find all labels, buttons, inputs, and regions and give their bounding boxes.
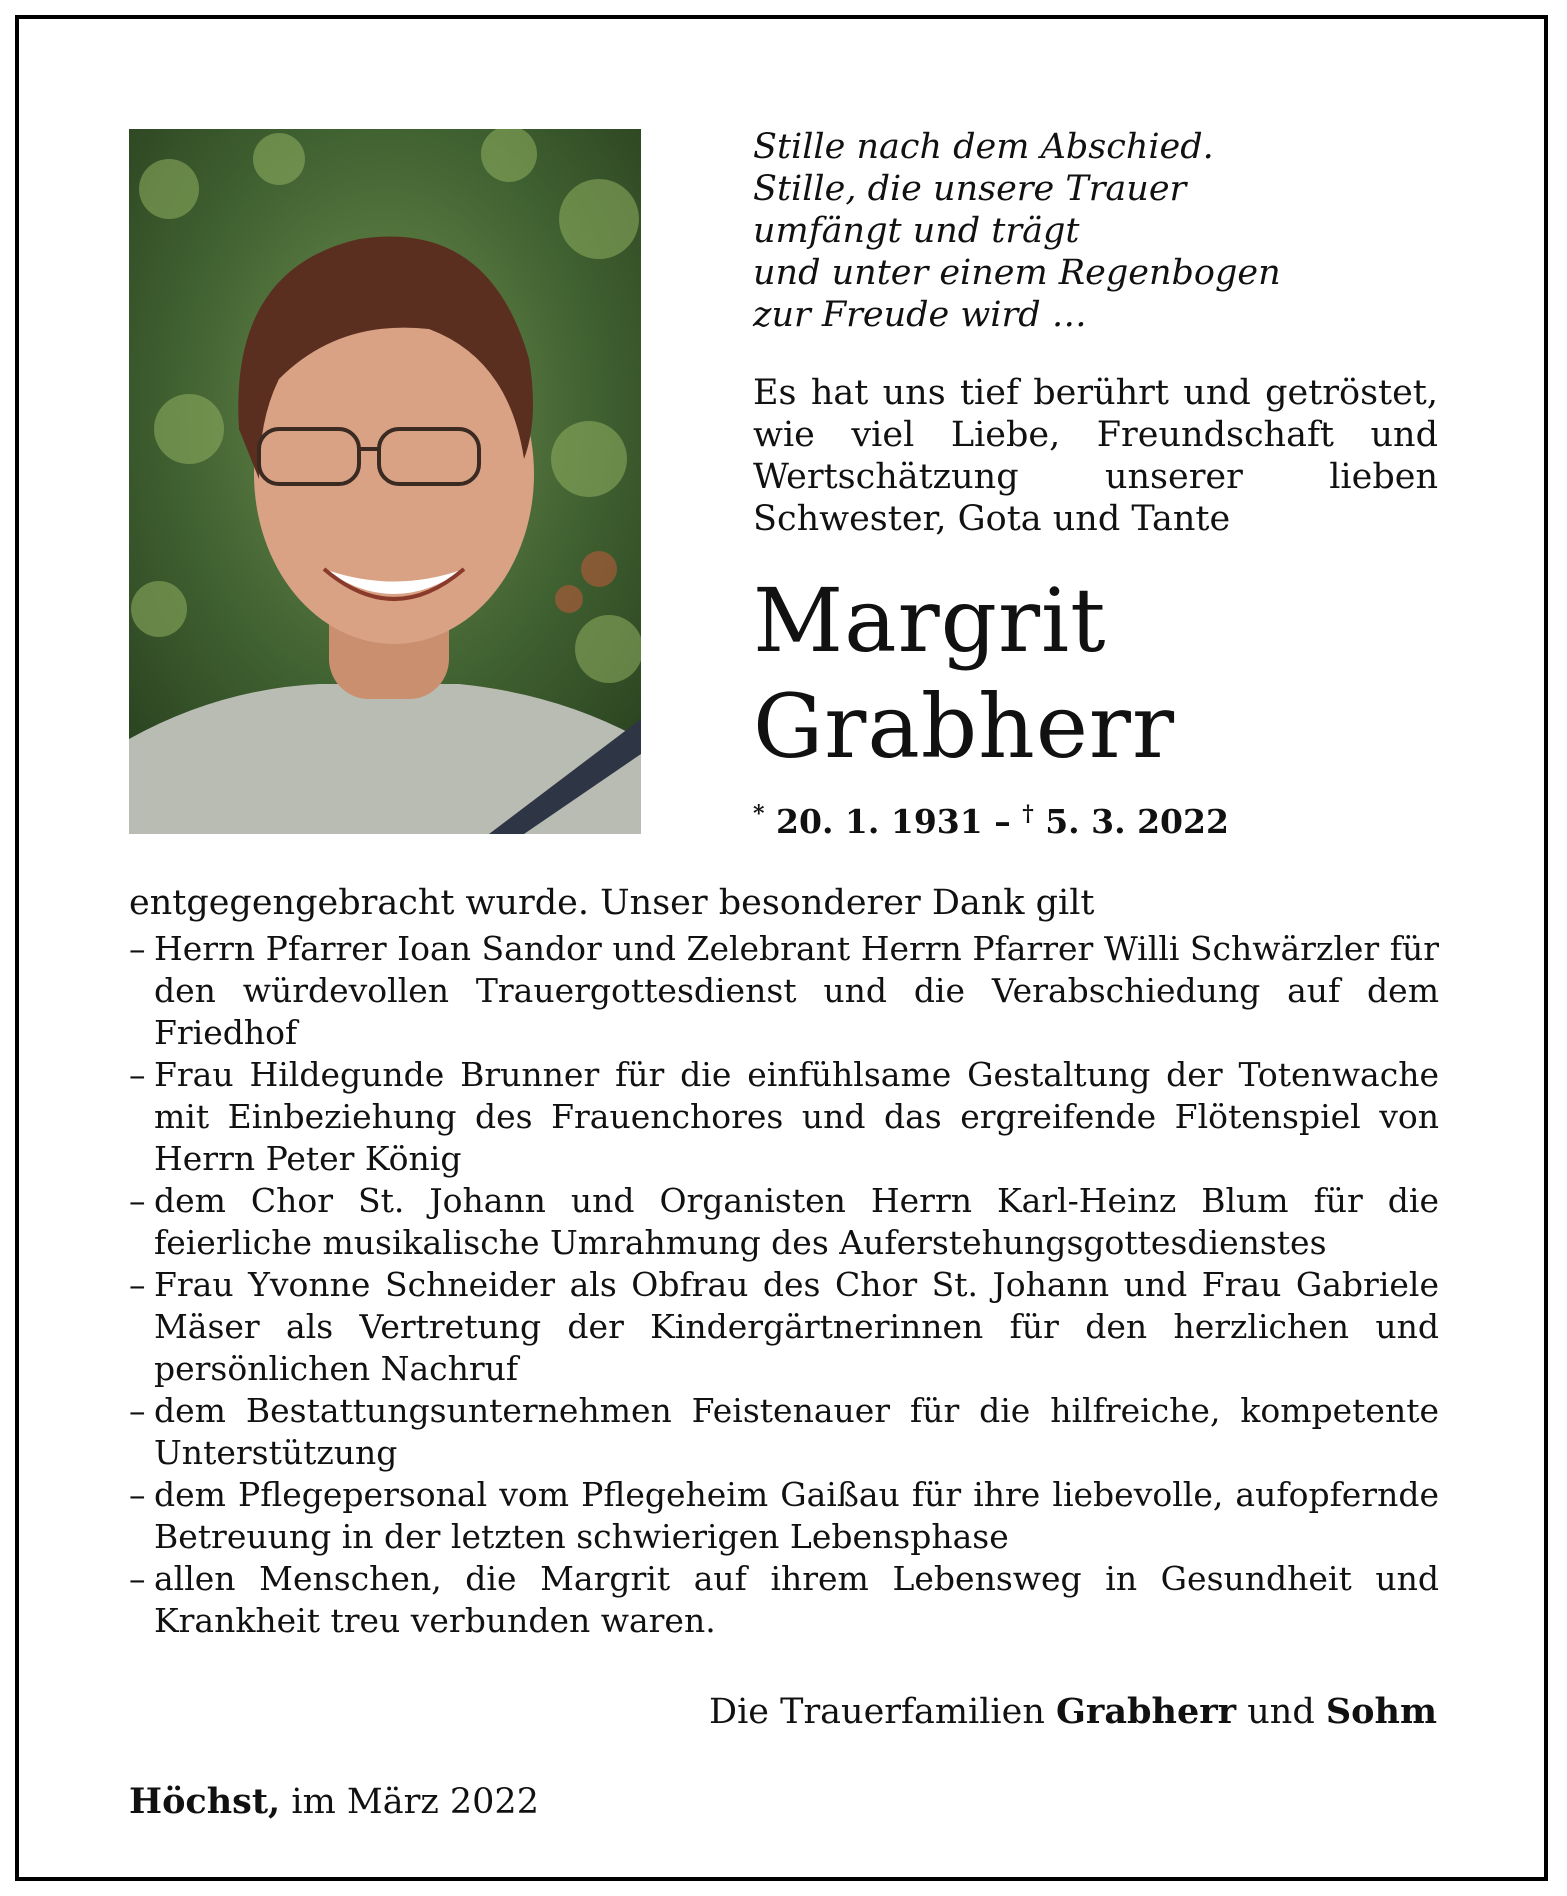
first-name: Margrit [753, 569, 1107, 672]
signature-joiner: und [1247, 1692, 1315, 1732]
thanks-text: Frau Hildegunde Brunner für die einfühlsame Gestaltung der Totenwache mit Einbeziehung des Frauenchores und das ergreifende Flötenspiel von Herrn Peter König [154, 1055, 1439, 1178]
date-separator: – [982, 802, 1023, 841]
poem-line: Stille nach dem Abschied. [753, 127, 1214, 167]
dash-bullet: – [129, 1265, 146, 1304]
thanks-text: dem Pflegepersonal vom Pflegeheim Gaißau für ihre liebevolle, aufopfernde Betreuung in der letzten schwierigen Lebensphase [154, 1475, 1439, 1556]
dash-bullet: – [129, 1181, 146, 1220]
last-name: Grabherr [753, 675, 1176, 778]
dash-bullet: – [129, 1055, 146, 1094]
poem-line: und unter einem Regenbogen [753, 253, 1281, 293]
thanks-item [129, 928, 1439, 1054]
place-date [129, 1780, 829, 1824]
intro-text: Es hat uns tief berührt und getröstet, wie viel Liebe, Freundschaft und Wertschätzung unserer lieben Schwester, Gota und Tante [753, 373, 1438, 539]
thanks-item [129, 1558, 1439, 1642]
thanks-item [129, 1474, 1439, 1558]
death-symbol: † [1022, 801, 1034, 827]
thanks-item [129, 1180, 1439, 1264]
thanks-item [129, 1390, 1439, 1474]
dash-bullet: – [129, 929, 146, 968]
thanks-text: Frau Yvonne Schneider als Obfrau des Chor St. Johann und Frau Gabriele Mäser als Vertretung der Kindergärtnerinnen für den herzlichen und persönlichen Nachruf [154, 1265, 1439, 1388]
thanks-text: dem Bestattungsunternehmen Feistenauer für die hilfreiche, kompetente Unterstützung [154, 1391, 1439, 1472]
family-name-1: Grabherr [1056, 1691, 1237, 1732]
poem-line: Stille, die unsere Trauer [753, 169, 1187, 209]
poem-line: zur Freude wird … [753, 295, 1087, 335]
thanks-text: dem Chor St. Johann und Organisten Herrn Karl-Heinz Blum für die feierliche musikalische Umrahmung des Auferstehungsgottesdienstes [154, 1181, 1439, 1262]
poem [753, 126, 1453, 336]
family-name-2: Sohm [1325, 1691, 1437, 1732]
birth-date: 20. 1. 1931 [776, 802, 983, 841]
thanks-item [129, 1054, 1439, 1180]
town: Höchst, [129, 1781, 281, 1822]
poem-line: umfängt und trägt [753, 211, 1080, 251]
signature-prefix: Die Trauerfamilien [709, 1692, 1045, 1732]
thanks-text: Herrn Pfarrer Ioan Sandor und Zelebrant Herrn Pfarrer Willi Schwärzler für den würdevollen Trauergottesdienst und die Verabschiedung auf dem Friedhof [154, 929, 1439, 1052]
death-date: 5. 3. 2022 [1045, 802, 1229, 841]
thanks-item [129, 1264, 1439, 1390]
thanks-list [129, 928, 1439, 1642]
thanks-text: allen Menschen, die Margrit auf ihrem Lebensweg in Gesundheit und Krankheit treu verbunden waren. [154, 1559, 1439, 1640]
dash-bullet: – [129, 1475, 146, 1514]
portrait-photo [129, 129, 641, 834]
dash-bullet: – [129, 1391, 146, 1430]
month-year: im März 2022 [291, 1782, 539, 1822]
thanks-lead: entgegengebracht wurde. Unser besonderer Dank gilt [129, 883, 1095, 923]
life-dates [753, 800, 1353, 844]
signature [537, 1690, 1437, 1734]
deceased-name [753, 568, 1453, 780]
dash-bullet: – [129, 1559, 146, 1598]
birth-symbol: * [753, 801, 765, 827]
